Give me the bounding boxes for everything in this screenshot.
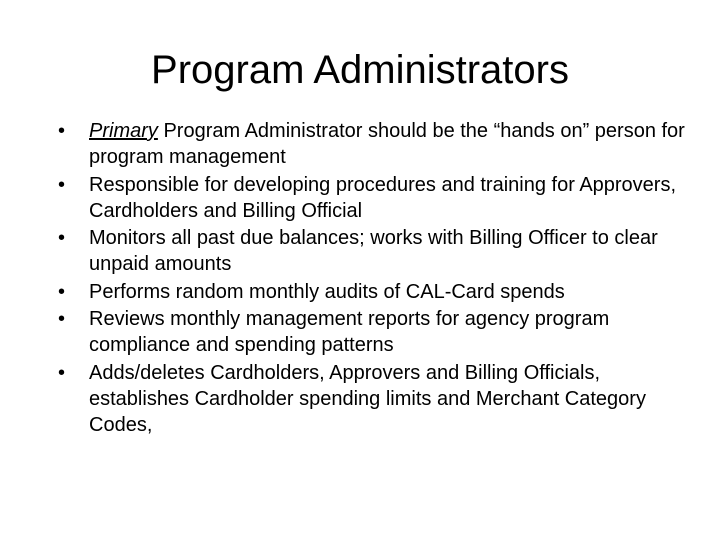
slide-title: Program Administrators <box>151 48 569 92</box>
bullet-marker: • <box>58 361 66 384</box>
bullet-marker: • <box>58 227 66 249</box>
bullet-text: Monitors all past due balances; works with Billing Officer to clear unpaid amounts <box>89 227 658 275</box>
bullet-item-reports <box>58 306 698 358</box>
bullet-marker: • <box>58 173 66 196</box>
bullet-item-past-due <box>58 225 698 277</box>
bullet-text: Adds/deletes Cardholders, Approvers and Billing Officials, establishes Cardholder spending limits and Merchant Category Codes, <box>89 361 646 436</box>
bullet-text: Program Administrator should be the “hands on” person for program management <box>89 120 685 168</box>
bullet-item-procedures <box>58 172 698 224</box>
bullet-item-audits <box>58 279 698 305</box>
bullet-emphasis: Primary <box>89 120 158 142</box>
bullet-item-adds-deletes <box>58 360 698 438</box>
bullet-marker: • <box>58 120 66 142</box>
bullet-list <box>58 118 698 439</box>
bullet-marker: • <box>58 308 66 330</box>
bullet-text: Performs random monthly audits of CAL-Card spends <box>89 280 565 303</box>
bullet-marker: • <box>58 280 66 303</box>
bullet-text: Reviews monthly management reports for agency program compliance and spending patterns <box>89 308 610 356</box>
bullet-item-primary-admin <box>58 118 698 170</box>
bullet-text: Responsible for developing procedures and training for Approvers, Cardholders and Billing Official <box>89 173 677 222</box>
